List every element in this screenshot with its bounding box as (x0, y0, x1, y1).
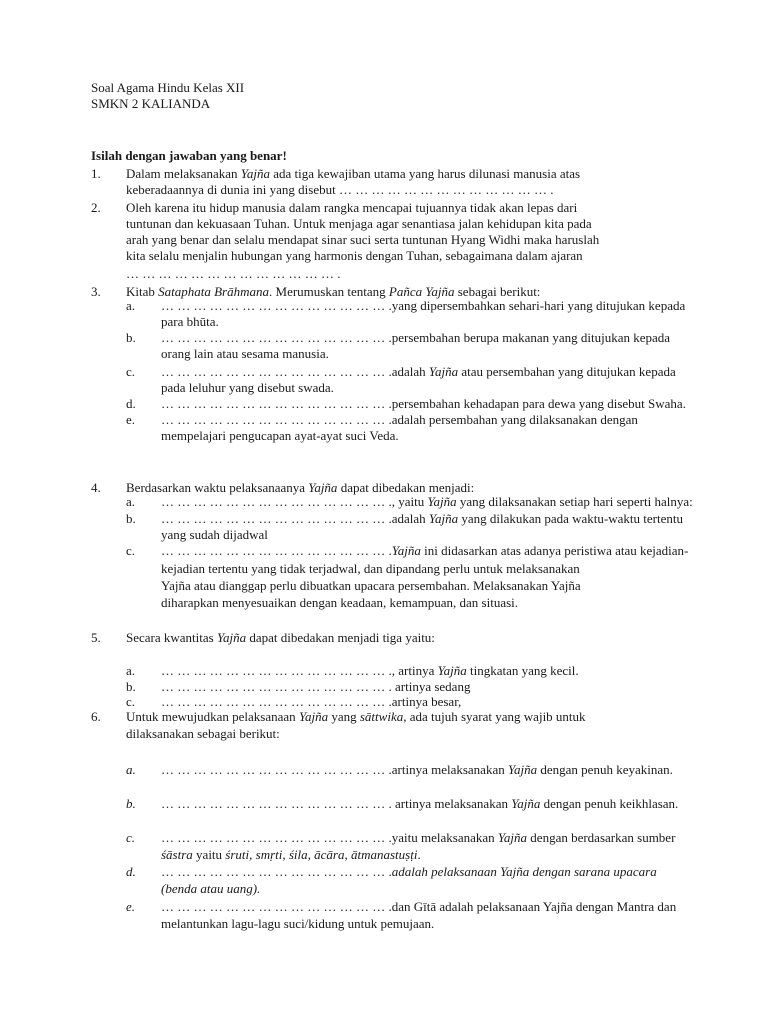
option-text: … … … … … … … … … … … … … … .adalah pelaksanaan Yajña dengan sarana upacara (161, 864, 657, 879)
option-letter: d. (126, 864, 136, 879)
question-text-line: tuntunan dan kekuasaan Tuhan. Untuk menjaga agar senantiasa jalan kehidupan kita pada (126, 216, 592, 231)
option-text: … … … … … … … … … … … … … … ., yaitu Yajña yang dilaksanakan setiap hari seperti halnya: (161, 494, 693, 509)
option-letter: a. (126, 298, 136, 313)
option-text: kejadian tertentu yang tidak terjadwal, dan dipandang perlu untuk melaksanakan (161, 561, 580, 576)
option-letter: e. (126, 899, 136, 914)
question-text-line: Secara kwantitas Yajña dapat dibedakan menjadi tiga yaitu: (126, 630, 435, 645)
question-text-line: dilaksanakan sebagai berikut: (126, 726, 280, 741)
question-text-line: Dalam melaksanakan Yajña ada tiga kewajiban utama yang harus dilunasi manusia atas (126, 166, 581, 181)
option-letter: d. (126, 396, 136, 411)
option-letter: c. (126, 364, 136, 379)
question-number: 3. (91, 284, 101, 299)
option-text: mempelajari pengucapan ayat-ayat suci Veda. (161, 428, 399, 443)
question-text-line: Untuk mewujudkan pelaksanaan Yajña yang sāttwika, ada tujuh syarat yang wajib untuk (126, 709, 586, 724)
option-text: … … … … … … … … … … … … … … .adalah Yajña yang dilakukan pada waktu-waktu tertentu (161, 511, 683, 526)
answer-blank: … … … … … … … … … … … … … . (126, 266, 341, 281)
option-text: śāstra yaitu śruti, smṛti, śila, ācāra, ātmanastuṣṭi. (161, 847, 421, 862)
option-letter: a. (126, 663, 136, 678)
option-letter: b. (126, 330, 136, 345)
option-letter: c. (126, 543, 136, 558)
question-text-line: kita selalu menjalin hubungan yang harmonis dengan Tuhan, sebagaimana dalam ajaran (126, 248, 583, 263)
option-letter: b. (126, 511, 136, 526)
question-text-line: Berdasarkan waktu pelaksanaanya Yajña dapat dibedakan menjadi: (126, 480, 475, 495)
question-number: 1. (91, 166, 101, 181)
option-text: melantunkan lagu-lagu suci/kidung untuk pemujaan. (161, 916, 435, 931)
question-text-line: arah yang benar dan selalu mendapat sinar suci serta tuntunan Hyang Widhi maka haruslah (126, 232, 600, 247)
option-text: … … … … … … … … … … … … … … .artinya besar, (161, 694, 462, 709)
option-text: … … … … … … … … … … … … … … .yang dipersembahkan sehari-hari yang ditujukan kepada (161, 298, 686, 313)
option-letter: a. (126, 494, 136, 509)
question-text-line: keberadaannya di dunia ini yang disebut … … … … … … … … … … … … … . (126, 182, 554, 197)
option-text: yang sudah dijadwal (161, 527, 268, 542)
option-letter: c. (126, 694, 136, 709)
question-text-line: Oleh karena itu hidup manusia dalam rangka mencapai tujuannya tidak akan lepas dari (126, 200, 578, 215)
option-letter: c. (126, 830, 136, 845)
option-text: Yajña atau dianggap perlu dibuatkan upacara persembahan. Melaksanakan Yajña (161, 578, 581, 593)
option-text: … … … … … … … … … … … … … … .persembahan berupa makanan yang ditujukan kepada (161, 330, 671, 345)
option-text: … … … … … … … … … … … … … … .artinya melaksanakan Yajña dengan penuh keyakinan. (161, 762, 673, 777)
option-text: … … … … … … … … … … … … … … .yaitu melaksanakan Yajña dengan berdasarkan sumber (161, 830, 676, 845)
option-text: … … … … … … … … … … … … … … ., artinya Yajña tingkatan yang kecil. (161, 663, 579, 678)
school-name: SMKN 2 KALIANDA (91, 96, 211, 111)
option-text: … … … … … … … … … … … … … … .dan Gītā adalah pelaksanaan Yajña dengan Mantra dan (161, 899, 677, 914)
option-text: … … … … … … … … … … … … … … . artinya sedang (161, 679, 471, 694)
option-text: … … … … … … … … … … … … … … .adalah Yajña atau persembahan yang ditujukan kepada (161, 364, 676, 379)
option-text: … … … … … … … … … … … … … … .Yajña ini didasarkan atas adanya peristiwa atau kejadian- (161, 543, 689, 558)
question-text-line: Kitab Sataphata Brāhmana. Merumuskan tentang Pañca Yajña sebagai berikut: (126, 284, 541, 299)
option-letter: b. (126, 796, 136, 811)
option-text: pada leluhur yang disebut swada. (161, 380, 334, 395)
option-text: diharapkan menyesuaikan dengan keadaan, kemampuan, dan situasi. (161, 595, 519, 610)
question-number: 2. (91, 200, 101, 215)
instruction-heading: Isilah dengan jawaban yang benar! (91, 148, 287, 163)
option-text: … … … … … … … … … … … … … … . artinya melaksanakan Yajña dengan penuh keikhlasan. (161, 796, 679, 811)
option-text: orang lain atau sesama manusia. (161, 346, 329, 361)
option-letter: e. (126, 412, 136, 427)
document-title: Soal Agama Hindu Kelas XII (91, 80, 245, 95)
question-number: 4. (91, 480, 101, 495)
question-number: 6. (91, 709, 101, 724)
option-letter: b. (126, 679, 136, 694)
option-letter: a. (126, 762, 136, 777)
option-text: … … … … … … … … … … … … … … .adalah persembahan yang dilaksanakan dengan (161, 412, 638, 427)
option-text: (benda atau uang). (161, 881, 261, 896)
option-text: … … … … … … … … … … … … … … .persembahan kehadapan para dewa yang disebut Swaha. (161, 396, 686, 411)
question-number: 5. (91, 630, 101, 645)
option-text: para bhūta. (161, 314, 219, 329)
